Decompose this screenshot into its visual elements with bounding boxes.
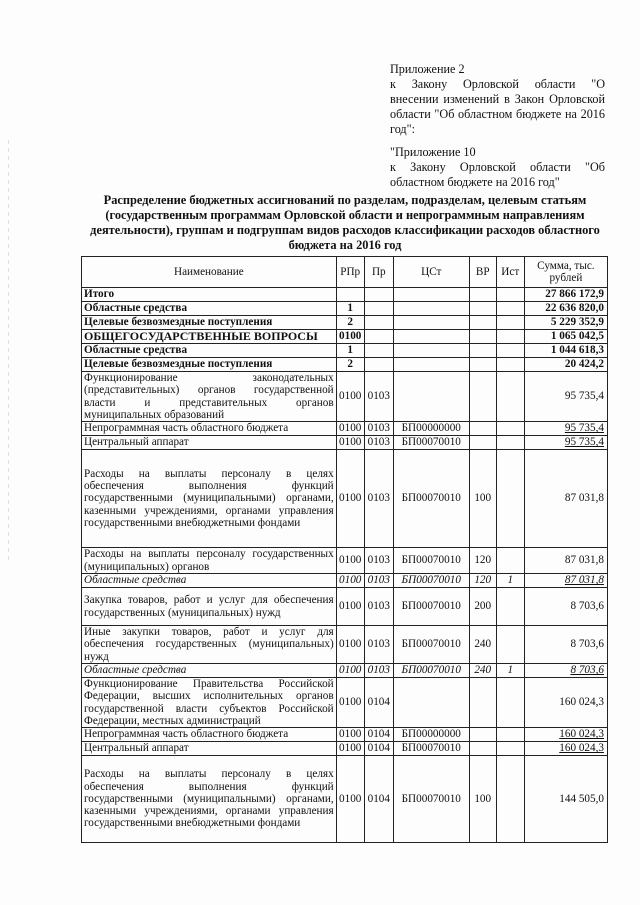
cell-sum: 87 031,8	[524, 574, 607, 588]
table-row	[82, 372, 608, 422]
cell-rpr: 0100	[336, 436, 364, 450]
table-row	[82, 450, 608, 548]
cell-sum: 27 866 172,9	[524, 288, 607, 302]
cell-sum: 95 735,4	[524, 436, 607, 450]
cell-sum: 8 703,6	[524, 626, 607, 664]
cell-vr: 120	[469, 574, 496, 588]
cell-cst	[393, 678, 469, 728]
cell-cst	[393, 316, 469, 330]
header-name: Наименование	[82, 257, 337, 288]
budget-table	[81, 256, 608, 843]
cell-vr	[469, 422, 496, 436]
appendix-10-label: "Приложение 10	[390, 145, 476, 159]
cell-sum: 1 044 618,3	[524, 344, 607, 358]
cell-cst	[393, 372, 469, 422]
cell-vr	[469, 728, 496, 742]
table-header-row	[82, 257, 608, 288]
cell-ist: 1	[496, 664, 524, 678]
cell-sum: 8 703,6	[524, 588, 607, 626]
cell-rpr: 0100	[336, 372, 364, 422]
cell-vr	[469, 358, 496, 372]
cell-sum: 144 505,0	[524, 756, 607, 843]
header-rpr: РПр	[336, 257, 364, 288]
appendix-2-label: Приложение 2	[390, 62, 465, 76]
cell-vr	[469, 372, 496, 422]
cell-sum: 87 031,8	[524, 450, 607, 548]
cell-cst: БП00070010	[393, 756, 469, 843]
cell-pr	[364, 288, 393, 302]
cell-vr	[469, 678, 496, 728]
cell-pr: 0103	[364, 626, 393, 664]
table-row	[82, 436, 608, 450]
cell-sum: 1 065 042,5	[524, 330, 607, 344]
appendix-10-header	[390, 145, 605, 190]
table-row	[82, 678, 608, 728]
table-row	[82, 302, 608, 316]
table-row	[82, 626, 608, 664]
cell-name: Непрограммная часть областного бюджета	[82, 422, 337, 436]
cell-name: Областные средства	[82, 664, 337, 678]
cell-name: Целевые безвозмездные поступления	[82, 358, 337, 372]
cell-cst: БП00070010	[393, 664, 469, 678]
cell-ist	[496, 436, 524, 450]
cell-pr	[364, 358, 393, 372]
cell-rpr: 2	[336, 358, 364, 372]
cell-rpr: 0100	[336, 728, 364, 742]
cell-vr: 120	[469, 548, 496, 574]
cell-cst: БП00070010	[393, 626, 469, 664]
cell-pr: 0103	[364, 574, 393, 588]
cell-ist: 1	[496, 574, 524, 588]
cell-ist	[496, 316, 524, 330]
document-title: Распределение бюджетных ассигнований по разделам, подразделам, целевым статьям (государственным программам Орловской области и непрограммным направлениям деятельности), группам и подгруппам видов расходов классификации расходов областного бюджета на 2016 год	[90, 193, 600, 252]
cell-cst: БП00070010	[393, 436, 469, 450]
cell-ist	[496, 358, 524, 372]
cell-ist	[496, 330, 524, 344]
appendix-2-text: к Закону Орловской области "О внесении изменений в Закон Орловской области "Об областном бюджете на 2016 год":	[390, 77, 605, 136]
cell-rpr: 1	[336, 302, 364, 316]
table-row	[82, 574, 608, 588]
cell-sum: 5 229 352,9	[524, 316, 607, 330]
cell-ist	[496, 728, 524, 742]
cell-cst	[393, 344, 469, 358]
cell-vr	[469, 742, 496, 756]
cell-rpr: 0100	[336, 330, 364, 344]
cell-ist	[496, 588, 524, 626]
cell-cst: БП00070010	[393, 588, 469, 626]
cell-rpr: 0100	[336, 626, 364, 664]
cell-pr: 0103	[364, 422, 393, 436]
cell-name: Центральный аппарат	[82, 742, 337, 756]
cell-pr: 0104	[364, 742, 393, 756]
cell-ist	[496, 422, 524, 436]
cell-cst: БП00000000	[393, 728, 469, 742]
cell-vr	[469, 316, 496, 330]
header-sum: Сумма, тыс. рублей	[524, 257, 607, 288]
cell-name: Центральный аппарат	[82, 436, 337, 450]
cell-ist	[496, 756, 524, 843]
cell-rpr: 0100	[336, 664, 364, 678]
cell-name: Областные средства	[82, 344, 337, 358]
cell-sum: 95 735,4	[524, 372, 607, 422]
table-row	[82, 358, 608, 372]
table-row	[82, 548, 608, 574]
cell-vr: 240	[469, 626, 496, 664]
cell-name: Функционирование Правительства Российской Федерации, высших исполнительных органов государственной власти субъектов Российской Федерации, местных администраций	[82, 678, 337, 728]
appendix-2-header	[390, 62, 605, 137]
cell-sum: 160 024,3	[524, 728, 607, 742]
cell-pr	[364, 302, 393, 316]
header-pr: Пр	[364, 257, 393, 288]
table-body	[82, 288, 608, 843]
cell-sum: 20 424,2	[524, 358, 607, 372]
cell-rpr	[336, 288, 364, 302]
cell-ist	[496, 626, 524, 664]
cell-pr	[364, 330, 393, 344]
cell-sum: 87 031,8	[524, 548, 607, 574]
cell-rpr: 0100	[336, 756, 364, 843]
cell-pr: 0103	[364, 664, 393, 678]
cell-cst: БП00070010	[393, 574, 469, 588]
cell-rpr: 0100	[336, 742, 364, 756]
table-row	[82, 344, 608, 358]
cell-name: Функционирование законодательных (представительных) органов государственной власти и представительных органов муниципальных образований	[82, 372, 337, 422]
cell-rpr: 2	[336, 316, 364, 330]
cell-name: Итого	[82, 288, 337, 302]
table-row	[82, 288, 608, 302]
cell-vr: 100	[469, 756, 496, 843]
table-row	[82, 316, 608, 330]
cell-cst: БП00070010	[393, 742, 469, 756]
cell-pr: 0103	[364, 436, 393, 450]
cell-pr: 0103	[364, 372, 393, 422]
cell-ist	[496, 372, 524, 422]
cell-pr: 0103	[364, 450, 393, 548]
cell-ist	[496, 344, 524, 358]
table-row	[82, 330, 608, 344]
cell-pr: 0103	[364, 548, 393, 574]
cell-cst	[393, 288, 469, 302]
cell-vr: 100	[469, 450, 496, 548]
header-vr: ВР	[469, 257, 496, 288]
cell-pr: 0103	[364, 588, 393, 626]
table-row	[82, 422, 608, 436]
cell-ist	[496, 450, 524, 548]
header-ist: Ист	[496, 257, 524, 288]
table-row	[82, 664, 608, 678]
cell-vr	[469, 302, 496, 316]
cell-cst	[393, 302, 469, 316]
cell-cst: БП00070010	[393, 548, 469, 574]
table-row	[82, 588, 608, 626]
cell-pr	[364, 316, 393, 330]
cell-rpr: 0100	[336, 574, 364, 588]
cell-pr	[364, 344, 393, 358]
cell-name: Целевые безвозмездные поступления	[82, 316, 337, 330]
cell-name: Областные средства	[82, 574, 337, 588]
cell-cst: БП00000000	[393, 422, 469, 436]
cell-rpr: 0100	[336, 588, 364, 626]
table-row	[82, 728, 608, 742]
cell-rpr: 0100	[336, 422, 364, 436]
cell-name: Расходы на выплаты персоналу в целях обеспечения выполнения функций государственными (муниципальными) органами, казенными учреждениями, органами управления государственными внебюджетными фондами	[82, 756, 337, 843]
cell-name: Иные закупки товаров, работ и услуг для обеспечения государственных (муниципальных) нужд	[82, 626, 337, 664]
cell-name: Областные средства	[82, 302, 337, 316]
cell-ist	[496, 548, 524, 574]
cell-vr	[469, 344, 496, 358]
cell-rpr: 1	[336, 344, 364, 358]
cell-name: Расходы на выплаты персоналу государственных (муниципальных) органов	[82, 548, 337, 574]
cell-rpr: 0100	[336, 678, 364, 728]
cell-vr	[469, 330, 496, 344]
cell-sum: 8 703,6	[524, 664, 607, 678]
scan-edge-artifact	[8, 140, 9, 560]
appendix-10-text: к Закону Орловской области "Об областном бюджете на 2016 год"	[390, 160, 605, 189]
cell-rpr: 0100	[336, 548, 364, 574]
cell-name: Закупка товаров, работ и услуг для обеспечения государственных (муниципальных) нужд	[82, 588, 337, 626]
cell-pr: 0104	[364, 728, 393, 742]
cell-sum: 22 636 820,0	[524, 302, 607, 316]
header-cst: ЦСт	[393, 257, 469, 288]
cell-vr	[469, 436, 496, 450]
cell-vr	[469, 288, 496, 302]
cell-name: Непрограммная часть областного бюджета	[82, 728, 337, 742]
cell-ist	[496, 288, 524, 302]
cell-pr: 0104	[364, 678, 393, 728]
cell-sum: 160 024,3	[524, 742, 607, 756]
cell-vr: 240	[469, 664, 496, 678]
cell-pr: 0104	[364, 756, 393, 843]
cell-rpr: 0100	[336, 450, 364, 548]
cell-vr: 200	[469, 588, 496, 626]
cell-ist	[496, 678, 524, 728]
cell-ist	[496, 742, 524, 756]
table-row	[82, 756, 608, 843]
cell-sum: 95 735,4	[524, 422, 607, 436]
cell-cst	[393, 330, 469, 344]
table-row	[82, 742, 608, 756]
cell-sum: 160 024,3	[524, 678, 607, 728]
cell-cst	[393, 358, 469, 372]
cell-name: Расходы на выплаты персоналу в целях обеспечения выполнения функций государственными (муниципальными) органами, казенными учреждениями, органами управления государственными внебюджетными фондами	[82, 450, 337, 548]
cell-ist	[496, 302, 524, 316]
cell-cst: БП00070010	[393, 450, 469, 548]
cell-name: ОБЩЕГОСУДАРСТВЕННЫЕ ВОПРОСЫ	[82, 330, 337, 344]
